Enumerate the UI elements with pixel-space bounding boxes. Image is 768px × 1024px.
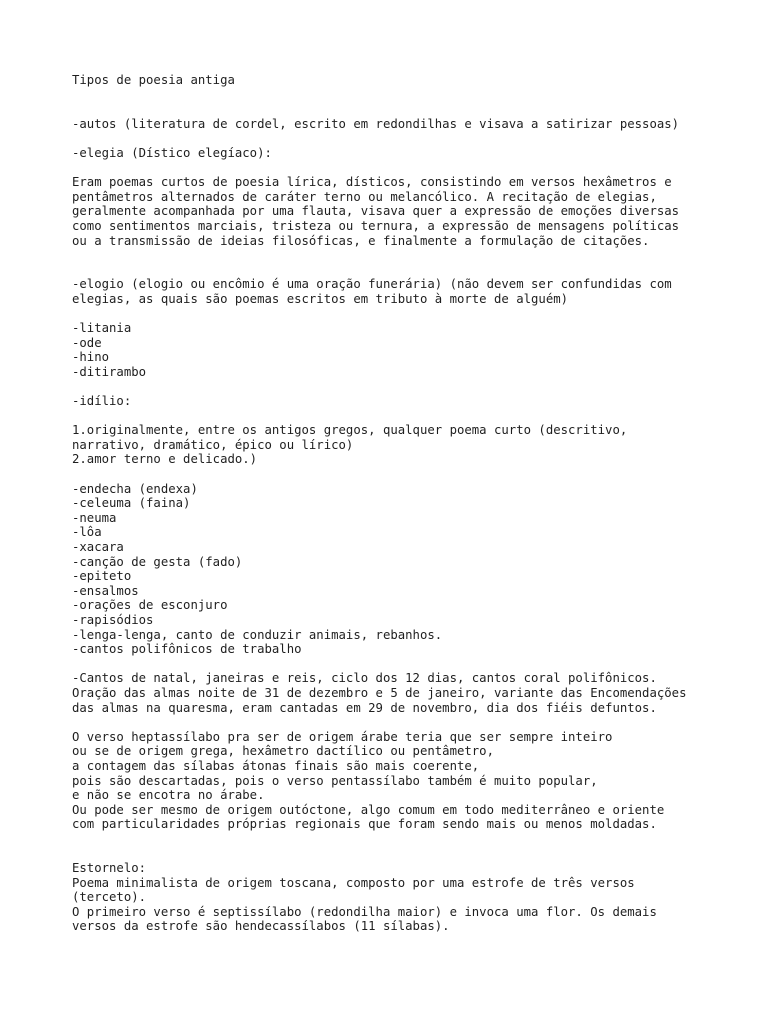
document-text: Tipos de poesia antiga -autos (literatura de cordel, escrito em redondilhas e visava a satirizar pessoas) -elegia (Dístico elegíaco): Eram poemas curtos de poesia lírica, dísticos, consistindo em versos hexâmetros e pentâmetros alternados de caráter terno ou melancólico. A recitação de elegias, geralmente acompanhada por uma flauta, visava quer a expressão de emoções diversas como sentimentos marciais, tristeza ou ternura, a expressão de mensagens políticas ou a transmissão de ideias filosóficas, e finalmente a formulação de citações. -elogio (elogio ou encômio é uma oração funerária) (não devem ser confundidas com elegias, as quais são poemas escritos em tributo à morte de alguém) -litania -ode -hino -ditirambo -idílio: 1.originalmente, entre os antigos gregos, qualquer poema curto (descritivo, narrativo, dramático, épico ou lírico) 2.amor terno e delicado.) -endecha (endexa) -celeuma (faina) -neuma -lôa -xacara -canção de gesta (fado) -epiteto -ensalmos -orações de esconjuro -rapisódios -lenga-lenga, canto de conduzir animais, rebanhos. -cantos polifônicos de trabalho -Cantos de natal, janeiras e reis, ciclo dos 12 dias, cantos coral polifônicos. Oração das almas noite de 31 de dezembro e 5 de janeiro, variante das Encomendações das almas na quaresma, eram cantadas em 29 de novembro, dia dos fiéis defuntos. O verso heptassílabo pra ser de origem árabe teria que ser sempre inteiro ou se de origem grega, hexâmetro dactílico ou pentâmetro, a contagem das sílabas átonas finais são mais coerente, pois são descartadas, pois o verso pentassílabo também é muito popular, e não se encotra no árabe. Ou pode ser mesmo de origem outóctone, algo comum em todo mediterrâneo e oriente com particularidades próprias regionais que foram sendo mais ou menos moldadas. Estornelo: Poema minimalista de origem toscana, composto por uma estrofe de três versos (terceto). O primeiro verso é septissílabo (redondilha maior) e invoca uma flor. Os demais versos da estrofe são hendecassílabos (11 sílabas). — [72, 73, 687, 934]
